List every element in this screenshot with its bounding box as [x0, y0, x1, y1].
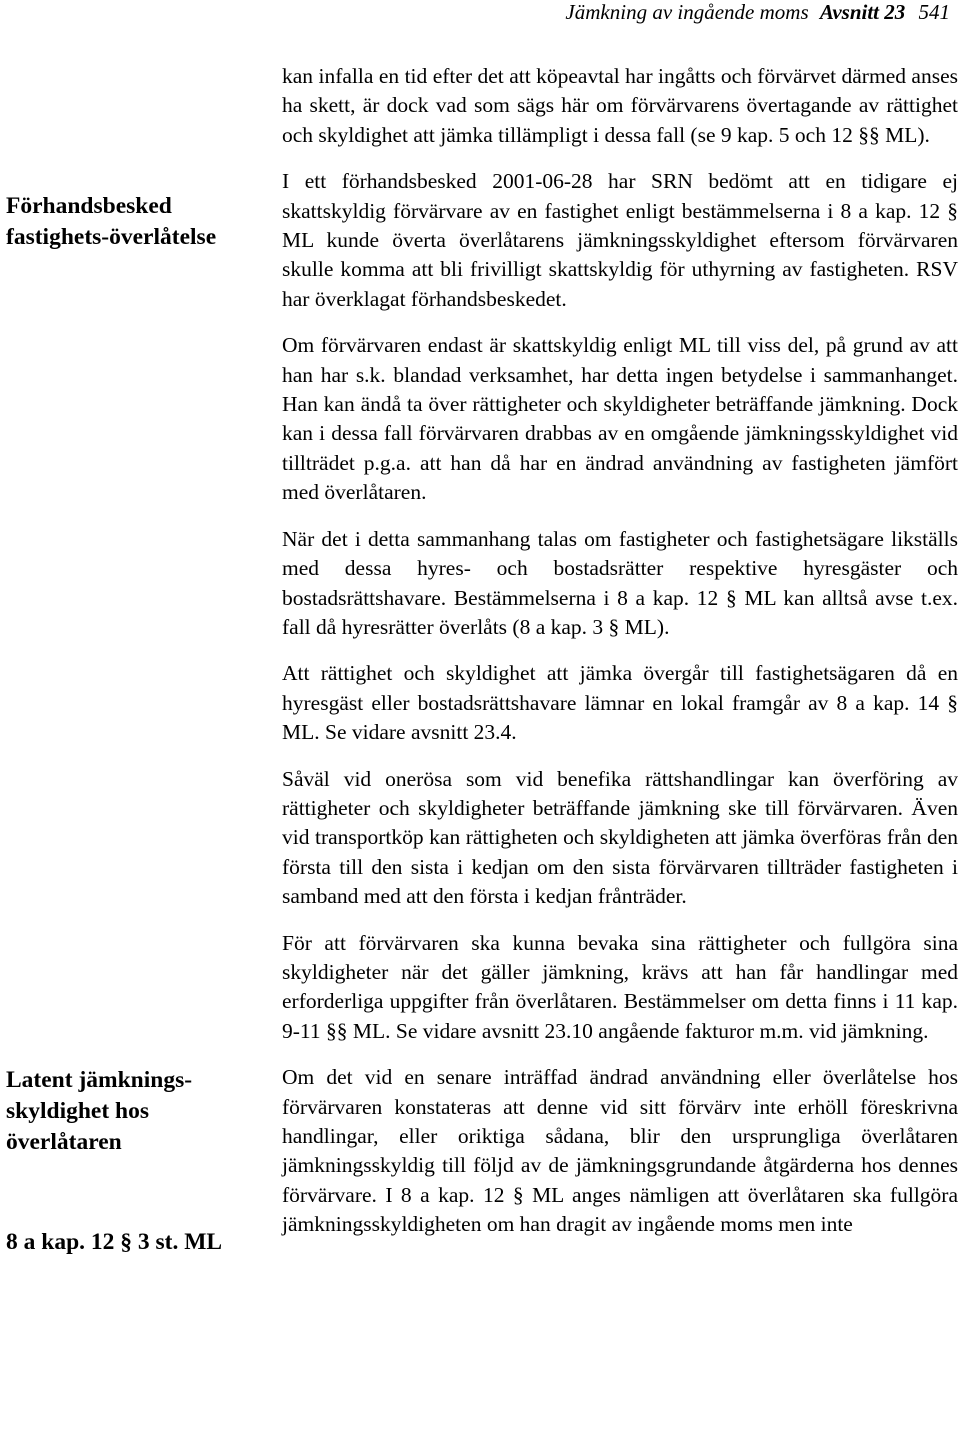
- paragraph: Om förvärvaren endast är skattskyldig enligt ML till viss del, på grund av att han har s.k. blandad verksamhet, har detta ingen betydelse i sammanhanget. Han kan ändå ta över rättigheter och skyldigheter beträffande jämkning. Dock kan i dessa fall förvärvaren drabbas av en omgående jämkningsskyldighet vid tillträdet p.g.a. att han då har en ändrad användning av fastigheten jämfört med överlåtaren.: [282, 333, 958, 505]
- header-title: Jämkning av ingående moms: [565, 0, 809, 24]
- paragraph: I ett förhandsbesked 2001-06-28 har SRN bedömt att en tidigare ej skattskyldig förvärvare av en fastighet enligt bestämmelserna i 8 a kap. 12 § ML kunde överta överlåtarens jämkningsskyldighet eftersom förvärvaren skulle komma att bli frivilligt skattskyldig för uthyrning av fastigheten. RSV har överklagat förhandsbeskedet.: [282, 169, 958, 311]
- margin-note-latent: Latent jämknings-skyldighet hos överlåtaren: [6, 1067, 193, 1155]
- paragraph: kan infalla en tid efter det att köpeavtal har ingåtts och förvärvet därmed anses ha skett, är dock vad som sägs här om förvärvarens övertagande av rättighet och skyldighet att jämka tillämpligt i dessa fall (se 9 kap. 5 och 12 §§ ML).: [282, 64, 958, 147]
- margin-note-reference: 8 a kap. 12 § 3 st. ML: [6, 1229, 223, 1255]
- paragraph: För att förvärvaren ska kunna bevaka sina rättigheter och fullgöra sina skyldigheter när det gäller jämkning, krävs att han får handlingar med erforderliga uppgifter från överlåtaren. Bestämmelser om detta finns i 11 kap. 9-11 §§ ML. Se vidare avsnitt 23.10 angående fakturor m.m. vid jämkning.: [282, 930, 958, 1043]
- paragraph: När det i detta sammanhang talas om fastigheter och fastighetsägare likställs med dessa hyres- och bostadsrätter respektive hyresgäster och bostadsrättshavare. Bestämmelserna i 8 a kap. 12 § ML kan alltså avse t.ex. fall då hyresrätter överlåts (8 a kap. 3 § ML).: [282, 526, 958, 639]
- paragraph: Om det vid en senare inträffad ändrad användning eller överlåtelse hos förvärvaren konstateras att denne vid sitt förvärv inte erhöll föreskrivna handlingar, eller oriktiga sådana, blir den ursprungliga överlåtaren jämkningsskyldig till följd av de jämkningsgrundande åtgärderna hos dennes förvärvare. I 8 a kap. 12 § ML anges nämligen att överlåtaren ska fullgöra jämkningsskyldigheten om han dragit av ingående moms men inte: [282, 1065, 958, 1237]
- paragraph: Att rättighet och skyldighet att jämka övergår till fastighetsägaren då en hyresgäst eller bostadsrättshavare lämnar en lokal framgår av 8 a kap. 14 § ML. Se vidare avsnitt 23.4.: [282, 661, 958, 745]
- body-text: [282, 62, 958, 1257]
- margin-note-forhandsbesked: Förhandsbesked fastighets-överlåtelse: [6, 193, 217, 250]
- page-number: 541: [918, 0, 950, 24]
- header-section: Avsnitt 23: [819, 0, 906, 24]
- paragraph: Såväl vid onerösa som vid benefika rättshandlingar kan överföring av rättigheter och skyldigheter beträffande jämkning ske till förvärvaren. Även vid transportköp kan rättigheten och skyldigheten att jämka överföras från den första till den sista i kedjan om den sista förvärvaren tillträder fastigheten i samband med att den första i kedjan frånträder.: [282, 766, 958, 909]
- running-header: [565, 0, 950, 32]
